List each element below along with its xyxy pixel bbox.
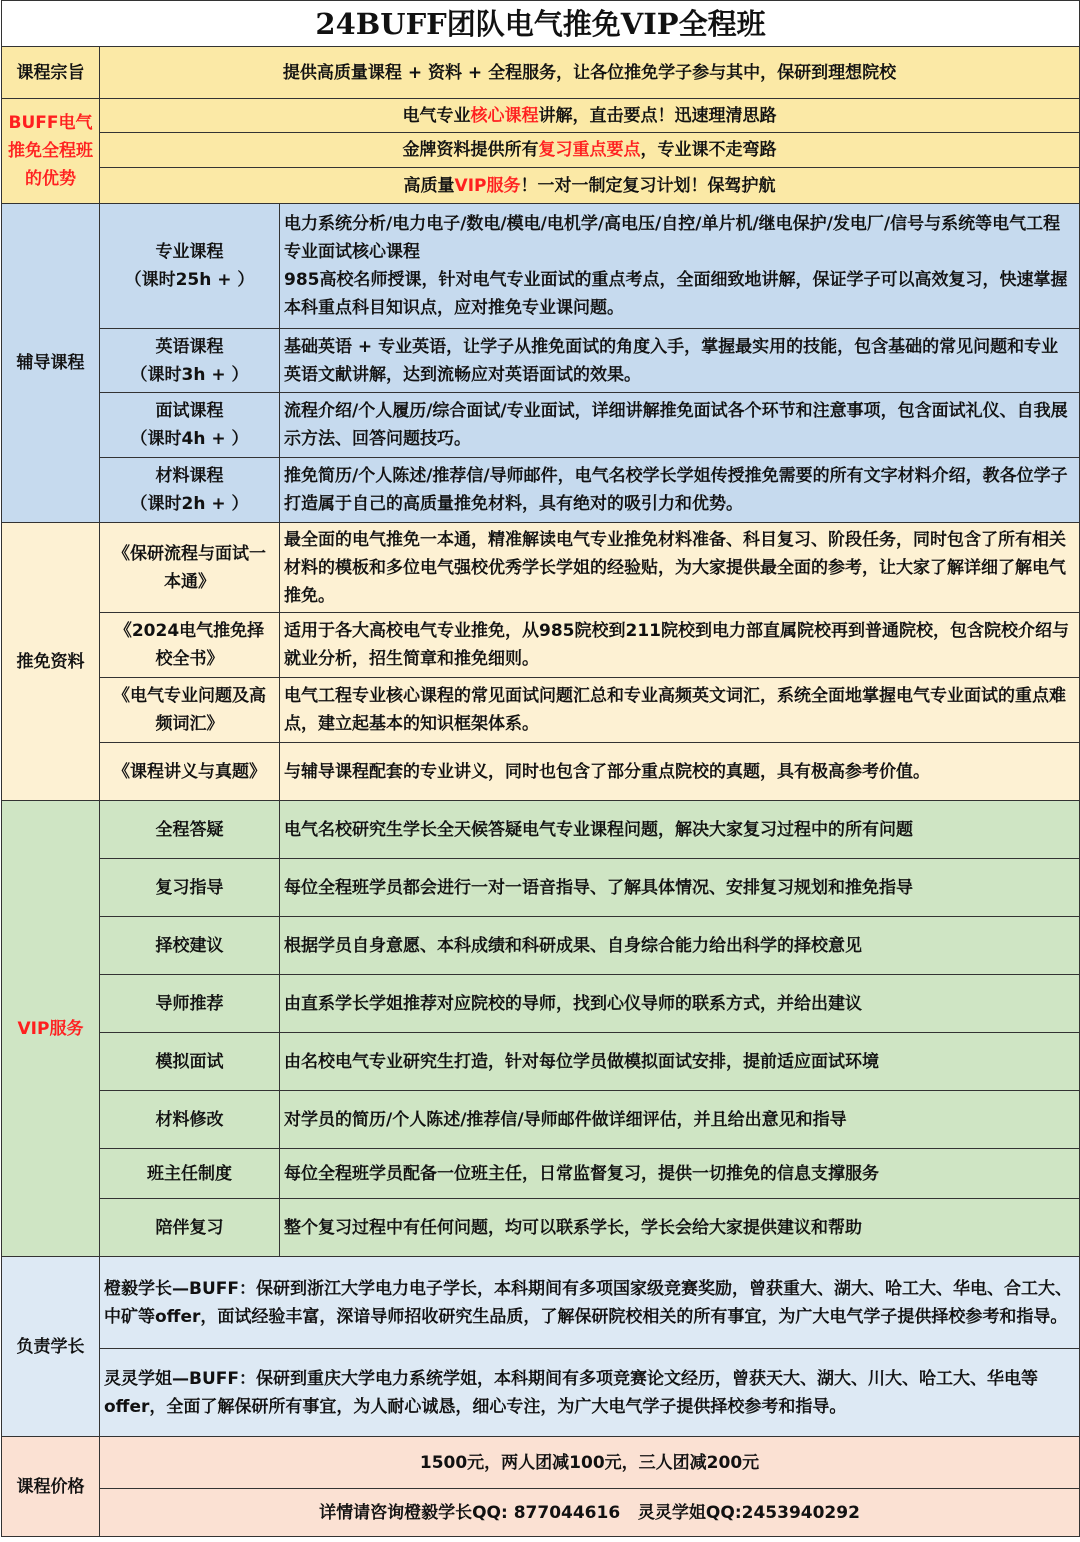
vip-service-desc: 每位全程班学员都会进行一对一语音指导、了解具体情况、安排复习规划和推免指导 xyxy=(280,859,1080,917)
vip-service-desc: 每位全程班学员配备一位班主任，日常监督复习，提供一切推免的信息支撑服务 xyxy=(280,1149,1080,1199)
material-desc: 电气工程专业核心课程的常见面试问题汇总和专业高频英文词汇，系统全面地掌握电气专业面试的重点难点，建立起基本的知识框架体系。 xyxy=(280,678,1080,743)
vip-service-desc: 由直系学长学姐推荐对应院校的导师，找到心仪导师的联系方式，并给出建议 xyxy=(280,975,1080,1033)
contact-line: 详情请咨询橙毅学长QQ: 877044616 灵灵学姐QQ:2453940292 xyxy=(100,1489,1080,1537)
price-line: 1500元，两人团减100元，三人团减200元 xyxy=(100,1437,1080,1489)
tutoring-course-desc: 电力系统分析/电力电子/数电/模电/电机学/高电压/自控/单片机/继电保护/发电厂/信号与系统等电气工程专业面试核心课程 985高校名师授课，针对电气专业面试的重点考点，全面细致地讲解，保证学子可以高效复习，快速掌握本科重点科目知识点，应对推免专业课问题。 xyxy=(280,204,1080,329)
material-name: 《保研流程与面试一本通》 xyxy=(100,523,280,613)
material-desc: 适用于各大高校电气专业推免，从985院校到211院校到电力部直属院校再到普通院校，包含院校介绍与就业分析，招生简章和推免细则。 xyxy=(280,613,1080,678)
purpose-text: 提供高质量课程 + 资料 + 全程服务，让各位推免学子参与其中，保研到理想院校 xyxy=(100,47,1080,99)
tutoring-course-name: 专业课程 （课时25h + ） xyxy=(100,204,280,329)
materials-label: 推免资料 xyxy=(2,523,100,801)
advantage-row-3: 高质量VIP服务！一对一制定复习计划！保驾护航 xyxy=(100,168,1080,204)
material-name: 《2024电气推免择校全书》 xyxy=(100,613,280,678)
vip-service-name: 材料修改 xyxy=(100,1091,280,1149)
mentors-label: 负责学长 xyxy=(2,1257,100,1437)
price-label: 课程价格 xyxy=(2,1437,100,1537)
vip-service-name: 班主任制度 xyxy=(100,1149,280,1199)
vip-service-name: 全程答疑 xyxy=(100,801,280,859)
vip-service-name: 模拟面试 xyxy=(100,1033,280,1091)
vip-service-desc: 电气名校研究生学长全天候答疑电气专业课程问题，解决大家复习过程中的所有问题 xyxy=(280,801,1080,859)
tutoring-label: 辅导课程 xyxy=(2,204,100,523)
advantage-row-1: 电气专业核心课程讲解，直击要点！迅速理清思路 xyxy=(100,99,1080,133)
tutoring-course-desc: 基础英语 + 专业英语，让学子从推免面试的角度入手，掌握最实用的技能，包含基础的常见问题和专业英语文献讲解，达到流畅应对英语面试的效果。 xyxy=(280,329,1080,393)
mentor-bio: 灵灵学姐—BUFF：保研到重庆大学电力系统学姐，本科期间有多项竞赛论文经历，曾获天大、湖大、川大、哈工大、华电等offer，全面了解保研所有事宜，为人耐心诚恳，细心专注，为广大电气学子提供择校参考和指导。 xyxy=(100,1349,1080,1437)
vip-service-name: 择校建议 xyxy=(100,917,280,975)
tutoring-course-name: 英语课程 （课时3h + ） xyxy=(100,329,280,393)
vip-service-name: 导师推荐 xyxy=(100,975,280,1033)
tutoring-course-desc: 推免简历/个人陈述/推荐信/导师邮件，电气名校学长学姐传授推免需要的所有文字材料介绍，教各位学子打造属于自己的高质量推免材料，具有绝对的吸引力和优势。 xyxy=(280,458,1080,523)
page-title: 24BUFF团队电气推免VIP全程班 xyxy=(2,1,1080,47)
material-name: 《电气专业问题及高频词汇》 xyxy=(100,678,280,743)
tutoring-course-name: 面试课程 （课时4h + ） xyxy=(100,393,280,458)
material-desc: 与辅导课程配套的专业讲义，同时也包含了部分重点院校的真题，具有极高参考价值。 xyxy=(280,743,1080,801)
vip-service-desc: 根据学员自身意愿、本科成绩和科研成果、自身综合能力给出科学的择校意见 xyxy=(280,917,1080,975)
mentor-bio: 橙毅学长—BUFF：保研到浙江大学电力电子学长，本科期间有多项国家级竞赛奖励，曾获重大、湖大、哈工大、华电、合工大、中矿等offer，面试经验丰富，深谙导师招收研究生品质，了解保研院校相关的所有事宜，为广大电气学子提供择校参考和指导。 xyxy=(100,1257,1080,1349)
material-desc: 最全面的电气推免一本通，精准解读电气专业推免材料准备、科目复习、阶段任务，同时包含了所有相关材料的模板和多位电气强校优秀学长学姐的经验贴，为大家提供最全面的参考，让大家了解详细了解电气推免。 xyxy=(280,523,1080,613)
course-table xyxy=(1,0,1080,1537)
vip-service-name: 陪伴复习 xyxy=(100,1199,280,1257)
tutoring-course-name: 材料课程 （课时2h + ） xyxy=(100,458,280,523)
tutoring-course-desc: 流程介绍/个人履历/综合面试/专业面试，详细讲解推免面试各个环节和注意事项，包含面试礼仪、自我展示方法、回答问题技巧。 xyxy=(280,393,1080,458)
vip-label: VIP服务 xyxy=(2,801,100,1257)
material-name: 《课程讲义与真题》 xyxy=(100,743,280,801)
vip-service-desc: 整个复习过程中有任何问题，均可以联系学长，学长会给大家提供建议和帮助 xyxy=(280,1199,1080,1257)
vip-service-desc: 由名校电气专业研究生打造，针对每位学员做模拟面试安排，提前适应面试环境 xyxy=(280,1033,1080,1091)
advantages-label: BUFF电气推免全程班的优势 xyxy=(2,99,100,204)
vip-service-name: 复习指导 xyxy=(100,859,280,917)
advantage-row-2: 金牌资料提供所有复习重点要点，专业课不走弯路 xyxy=(100,133,1080,168)
purpose-label: 课程宗旨 xyxy=(2,47,100,99)
vip-service-desc: 对学员的简历/个人陈述/推荐信/导师邮件做详细评估，并且给出意见和指导 xyxy=(280,1091,1080,1149)
